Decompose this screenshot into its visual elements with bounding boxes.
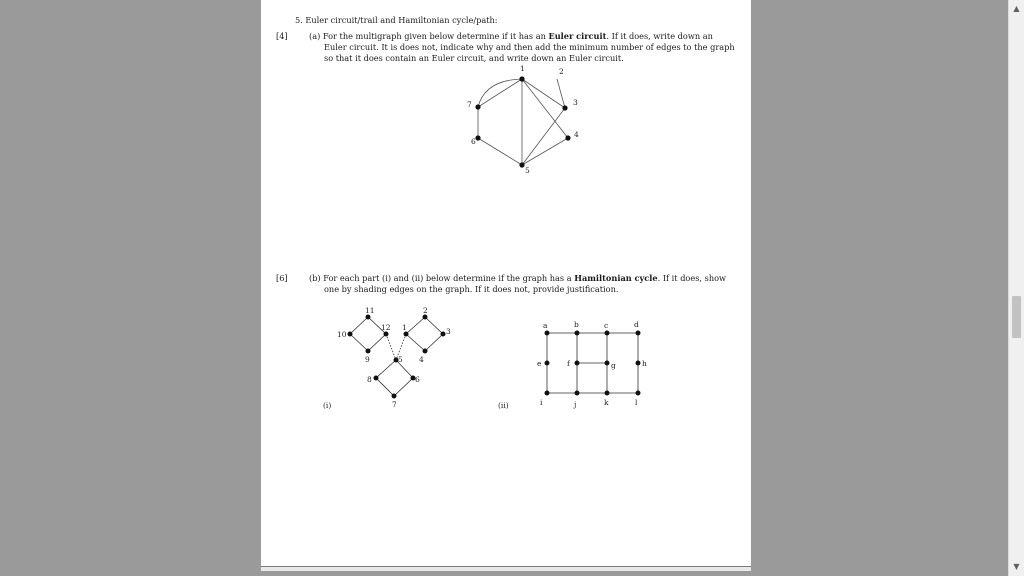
label-8: 8 xyxy=(367,375,372,384)
scrollbar-thumb[interactable] xyxy=(1012,296,1021,338)
caption-ii: (ii) xyxy=(498,401,509,410)
part-b-line1: (b) For each part (i) and (ii) below determine if the graph has a Hamiltonian cycle. If it does, show xyxy=(309,273,727,283)
vertex-h xyxy=(636,361,641,366)
label-6: 6 xyxy=(471,137,476,146)
label-2: 2 xyxy=(559,67,564,76)
vertex-k xyxy=(605,391,610,396)
part-b-line2: one by shading edges on the graph. If it does not, provide justification. xyxy=(324,284,619,294)
label-l: l xyxy=(635,398,638,407)
label-g: g xyxy=(611,361,616,370)
label-6: 6 xyxy=(415,375,420,384)
label-1: 1 xyxy=(402,323,407,332)
label-7: 7 xyxy=(467,100,472,109)
label-h: h xyxy=(642,359,647,368)
vertex-c xyxy=(605,331,610,336)
label-d: d xyxy=(634,320,639,329)
vertex-e xyxy=(545,361,550,366)
vertex-j xyxy=(575,391,580,396)
label-11: 11 xyxy=(365,306,375,315)
vertex-a xyxy=(545,331,550,336)
label-7: 7 xyxy=(392,400,397,409)
vertex-f xyxy=(575,361,580,366)
label-f: f xyxy=(567,359,570,368)
vertex-d xyxy=(636,331,641,336)
part-a-line2: Euler circuit. It is does not, indicate why and then add the minimum number of edges to the graph xyxy=(324,42,735,52)
label-k: k xyxy=(604,398,609,407)
label-2: 2 xyxy=(423,306,428,315)
vertical-scrollbar[interactable] xyxy=(1008,0,1024,576)
label-5: 5 xyxy=(525,166,530,175)
vertex-i xyxy=(545,391,550,396)
chevron-down-icon[interactable]: ▼ xyxy=(1013,562,1020,571)
next-page-edge xyxy=(261,566,751,571)
problem-title: 5. Euler circuit/trail and Hamiltonian cycle/path: xyxy=(295,15,498,25)
label-1: 1 xyxy=(520,64,525,73)
part-b-marks: [6] xyxy=(276,273,288,283)
graph-ii xyxy=(261,0,751,566)
document-page xyxy=(261,0,751,566)
part-a-marks: [4] xyxy=(276,31,288,41)
label-a: a xyxy=(543,321,548,330)
label-10: 10 xyxy=(337,330,347,339)
vertex-b xyxy=(575,331,580,336)
label-j: j xyxy=(574,400,577,409)
label-c: c xyxy=(604,321,609,330)
label-4: 4 xyxy=(574,130,579,139)
label-3: 3 xyxy=(446,327,451,336)
label-12: 12 xyxy=(381,323,391,332)
label-e: e xyxy=(537,359,542,368)
label-b: b xyxy=(574,320,579,329)
chevron-up-icon[interactable]: ▲ xyxy=(1013,4,1020,13)
caption-i: (i) xyxy=(323,401,332,410)
part-a-line3: so that it does contain an Euler circuit, and write down an Euler circuit. xyxy=(324,53,624,63)
label-4: 4 xyxy=(419,355,424,364)
label-5: 5 xyxy=(398,355,403,364)
label-9: 9 xyxy=(365,355,370,364)
label-3: 3 xyxy=(573,98,578,107)
vertex-g xyxy=(605,361,610,366)
vertex-l xyxy=(636,391,641,396)
part-a-line1: (a) For the multigraph given below determine if it has an Euler circuit. If it does, write down an xyxy=(309,31,713,41)
label-i: i xyxy=(540,398,543,407)
